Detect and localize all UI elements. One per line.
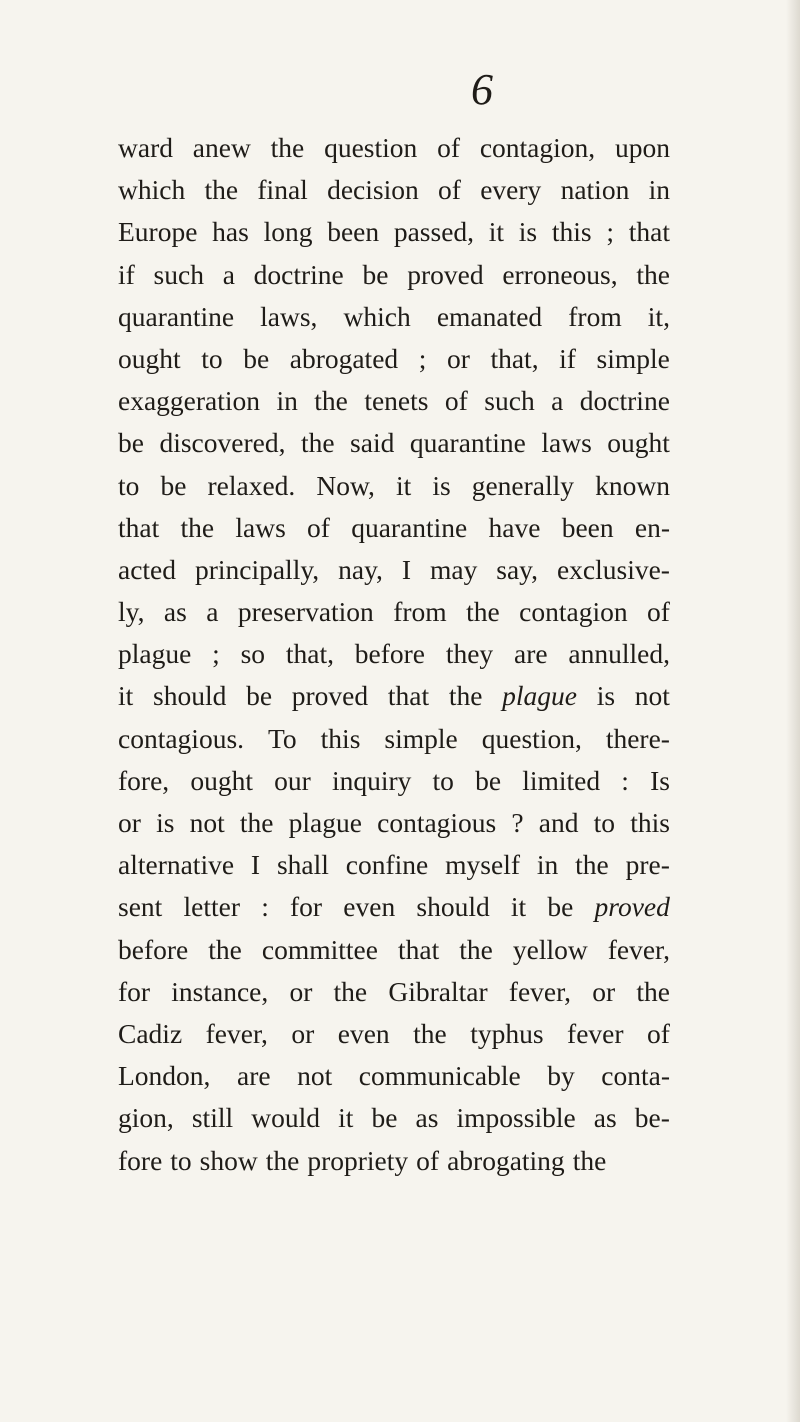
word: in: [536, 849, 559, 881]
word: be: [118, 427, 144, 459]
word: to: [201, 342, 223, 374]
word: is: [518, 216, 538, 248]
word: to: [170, 1144, 192, 1176]
word: that: [628, 216, 670, 248]
word: to: [432, 764, 454, 796]
word: en-: [634, 511, 670, 543]
word: sent: [118, 891, 163, 923]
word: abrogated: [289, 342, 399, 374]
word: simple: [384, 722, 458, 754]
word: ought: [607, 427, 670, 459]
word: it: [510, 891, 527, 923]
text-line: [118, 591, 670, 633]
word: from: [393, 596, 447, 628]
word: contagion,: [479, 132, 596, 163]
word: tenets: [364, 385, 429, 417]
word: Gibraltar: [388, 975, 488, 1007]
word: ward: [118, 132, 173, 163]
word: exclusive-: [556, 553, 670, 585]
word: be-: [634, 1102, 670, 1134]
word: alternative: [118, 849, 235, 881]
word: laws,: [260, 300, 318, 332]
word: a: [551, 385, 564, 417]
page-edge: [786, 0, 800, 1422]
word: of: [444, 385, 468, 417]
word: it,: [647, 300, 670, 332]
word: the: [572, 1144, 607, 1176]
word: nay,: [338, 553, 383, 585]
word: say,: [496, 553, 539, 585]
word: if: [559, 342, 576, 374]
word: yellow: [512, 933, 588, 965]
text-line: [118, 422, 670, 464]
word: quarantine: [351, 511, 468, 543]
word: or: [118, 807, 141, 838]
word: doctrine: [253, 258, 344, 290]
word: nation: [560, 174, 630, 206]
word: contagion: [519, 596, 628, 628]
word: plague: [118, 638, 192, 670]
word: show: [199, 1144, 258, 1176]
word: the: [265, 1144, 300, 1176]
word: would: [251, 1102, 320, 1134]
text-line: [118, 549, 670, 591]
word: or: [289, 975, 313, 1007]
word: passed,: [393, 216, 475, 248]
word: annulled,: [568, 638, 670, 670]
word: even: [343, 891, 396, 923]
word: ;: [606, 216, 614, 248]
word: it: [338, 1102, 354, 1134]
word: by: [547, 1060, 575, 1092]
word: have: [488, 511, 541, 543]
word: which: [118, 174, 186, 206]
word: the: [636, 258, 670, 290]
word: exaggeration: [118, 385, 261, 417]
word: should: [416, 891, 490, 923]
word: ly,: [118, 596, 145, 628]
word: Is: [650, 764, 670, 796]
word: such: [484, 385, 535, 417]
word: should: [153, 680, 227, 712]
word: that: [387, 680, 430, 712]
text-line: [118, 760, 670, 802]
word: typhus: [470, 1017, 544, 1049]
text-line: [118, 675, 670, 717]
word: which: [343, 300, 411, 332]
word: that,: [490, 342, 539, 374]
word: simple: [596, 342, 670, 374]
word: is: [156, 807, 175, 838]
word: To: [268, 722, 297, 754]
word: ?: [511, 807, 524, 838]
word: quarantine: [409, 427, 526, 459]
word: of: [416, 1144, 440, 1176]
word: fever: [567, 1017, 624, 1049]
word: of: [647, 596, 670, 628]
word: or: [592, 975, 616, 1007]
word: confine: [345, 849, 429, 881]
body-text: [118, 127, 670, 1182]
word: fore: [118, 1144, 163, 1176]
word: the: [459, 933, 493, 965]
text-line: [118, 465, 670, 507]
word: proved: [291, 680, 369, 712]
text-line: [118, 844, 670, 886]
word: the: [448, 680, 483, 712]
word: be: [475, 764, 502, 796]
word: a: [222, 258, 235, 290]
word: ought: [190, 764, 253, 796]
word: for: [290, 891, 323, 923]
word: quarantine: [118, 300, 235, 332]
word: be: [243, 342, 270, 374]
word: Europe: [118, 216, 198, 248]
text-line: [118, 254, 670, 296]
word: this: [630, 807, 670, 838]
word: the: [636, 975, 670, 1007]
word: laws: [235, 511, 286, 543]
text-line: [118, 169, 670, 211]
word: fever,: [508, 975, 572, 1007]
word: it: [395, 469, 412, 501]
word: not: [297, 1060, 333, 1092]
word: plague: [288, 807, 362, 838]
word: decision: [327, 174, 419, 206]
word: :: [621, 764, 629, 796]
word: are: [236, 1060, 271, 1092]
word: communicable: [358, 1060, 521, 1092]
text-line: [118, 1140, 670, 1182]
word: myself: [445, 849, 520, 881]
text-line: [118, 1013, 670, 1055]
word: shall: [276, 849, 329, 881]
page-number: 6: [471, 65, 493, 114]
word: or: [446, 342, 470, 374]
word: Now,: [316, 469, 375, 501]
word: plague: [502, 680, 577, 712]
word: the: [333, 975, 368, 1007]
word: in: [276, 385, 298, 417]
text-line: [118, 1055, 670, 1097]
word: the: [413, 1017, 447, 1049]
word: not: [189, 807, 225, 838]
word: as: [415, 1102, 439, 1134]
word: that: [397, 933, 440, 965]
word: the: [208, 933, 242, 965]
word: final: [257, 174, 308, 206]
word: discovered,: [159, 427, 286, 459]
word: proved: [407, 258, 484, 290]
word: conta-: [601, 1060, 670, 1092]
word: this: [551, 216, 592, 248]
word: erroneous,: [502, 258, 618, 290]
word: Cadiz: [118, 1017, 183, 1049]
word: the: [270, 132, 305, 163]
word: has: [212, 216, 249, 248]
word: may: [429, 553, 478, 585]
word: acted: [118, 553, 177, 585]
word: question: [324, 132, 418, 163]
word: not: [634, 680, 670, 712]
word: there-: [605, 722, 670, 754]
word: fever,: [205, 1017, 268, 1049]
word: be: [547, 891, 574, 923]
word: or: [291, 1017, 315, 1049]
word: known: [595, 469, 670, 501]
text-line: [118, 1097, 670, 1139]
word: ;: [418, 342, 427, 374]
text-line: [118, 718, 670, 760]
word: such: [153, 258, 204, 290]
word: inquiry: [331, 764, 412, 796]
word: contagious.: [118, 722, 245, 754]
word: before: [354, 638, 426, 670]
word: limited: [522, 764, 601, 796]
word: of: [646, 1017, 670, 1049]
word: be: [362, 258, 389, 290]
word: that: [118, 511, 160, 543]
word: as: [593, 1102, 617, 1134]
word: long: [263, 216, 313, 248]
text-line: [118, 886, 670, 928]
text-line: [118, 929, 670, 971]
word: to: [118, 469, 140, 501]
word: propriety: [307, 1144, 409, 1176]
word: fever,: [607, 933, 670, 965]
word: this: [320, 722, 361, 754]
word: I: [250, 849, 261, 881]
word: our: [274, 764, 311, 796]
word: the: [239, 807, 274, 838]
word: are: [514, 638, 548, 670]
word: of: [307, 511, 330, 543]
word: the: [575, 849, 609, 881]
word: I: [401, 553, 412, 585]
word: be: [160, 469, 187, 501]
word: contagious: [377, 807, 497, 838]
text-line: [118, 338, 670, 380]
text-line: [118, 211, 670, 253]
word: ;: [212, 638, 220, 670]
text-line: [118, 380, 670, 422]
word: principally,: [194, 553, 320, 585]
text-line: [118, 507, 670, 549]
word: even: [337, 1017, 390, 1049]
word: pre-: [625, 849, 670, 881]
word: every: [480, 174, 542, 206]
word: as: [163, 596, 187, 628]
word: letter: [183, 891, 240, 923]
word: be: [246, 680, 273, 712]
word: laws: [541, 427, 592, 459]
word: is: [432, 469, 451, 501]
word: so: [240, 638, 266, 670]
word: upon: [614, 132, 670, 163]
word: doctrine: [579, 385, 670, 417]
word: proved: [594, 891, 670, 923]
text-line: [118, 296, 670, 338]
word: instance,: [171, 975, 269, 1007]
word: fore,: [118, 764, 170, 796]
word: gion,: [118, 1102, 174, 1134]
word: emanated: [436, 300, 543, 332]
word: of: [438, 174, 461, 206]
word: it: [118, 680, 134, 712]
text-line: [118, 971, 670, 1013]
word: abrogating: [447, 1144, 565, 1176]
word: in: [648, 174, 670, 206]
word: before: [118, 933, 189, 965]
word: committee: [261, 933, 378, 965]
text-line: [118, 127, 670, 169]
word: the: [300, 427, 335, 459]
word: is: [596, 680, 616, 712]
word: it: [488, 216, 505, 248]
text-line: [118, 633, 670, 675]
word: impossible: [456, 1102, 576, 1134]
word: that,: [285, 638, 334, 670]
word: still: [191, 1102, 234, 1134]
word: to: [593, 807, 616, 838]
word: the: [314, 385, 348, 417]
word: :: [261, 891, 269, 923]
word: said: [350, 427, 395, 459]
word: the: [180, 511, 215, 543]
word: and: [538, 807, 579, 838]
word: if: [118, 258, 135, 290]
word: anew: [192, 132, 251, 163]
word: generally: [471, 469, 575, 501]
text-line: [118, 802, 670, 844]
word: relaxed.: [207, 469, 296, 501]
word: question,: [481, 722, 582, 754]
word: the: [204, 174, 239, 206]
word: London,: [118, 1060, 211, 1092]
word: a: [206, 596, 219, 628]
word: from: [568, 300, 622, 332]
word: been: [561, 511, 614, 543]
word: they: [445, 638, 494, 670]
word: ought: [118, 342, 181, 374]
word: preservation: [237, 596, 374, 628]
word: of: [437, 132, 460, 163]
word: be: [371, 1102, 398, 1134]
word: been: [327, 216, 380, 248]
word: the: [466, 596, 500, 628]
word: for: [118, 975, 151, 1007]
